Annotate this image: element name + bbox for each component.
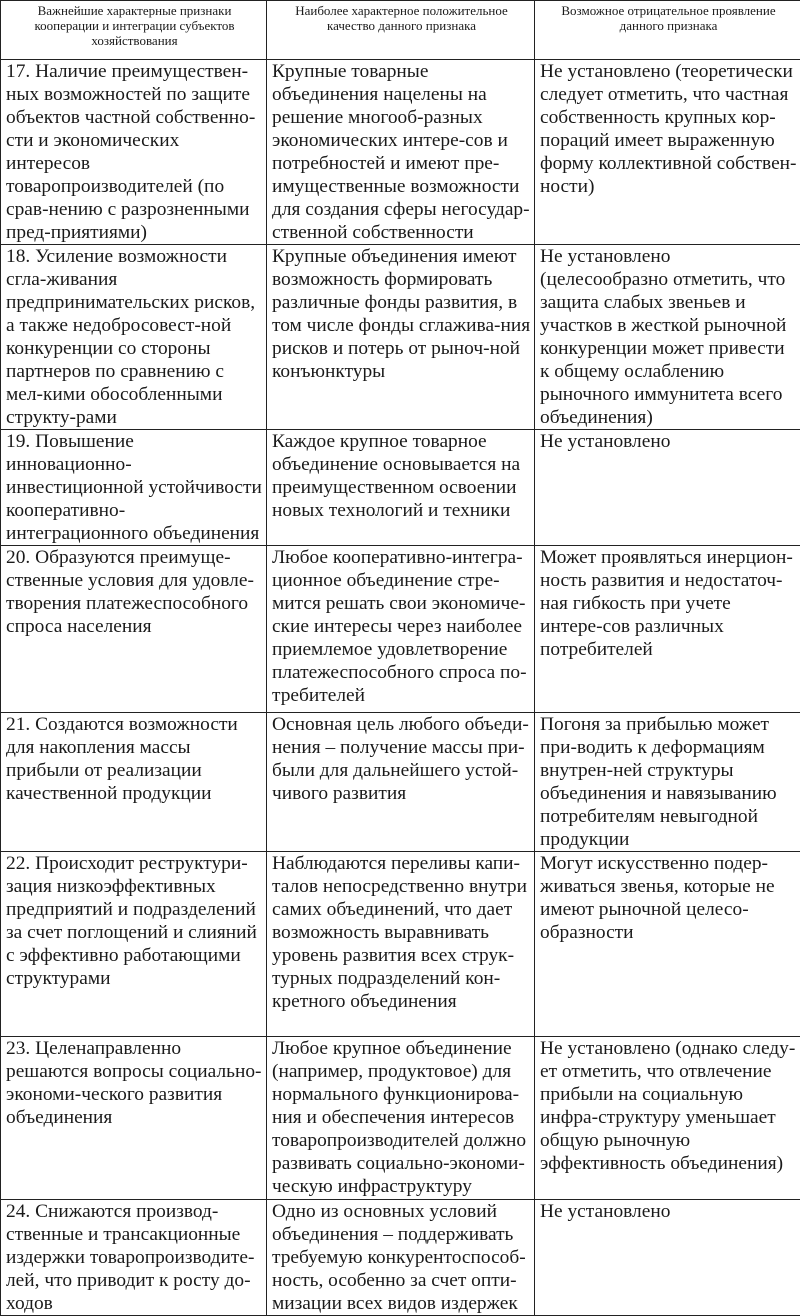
table-row	[1, 430, 800, 546]
feature-cell: 21. Создаются возможности для накопления массы прибыли от реализации качественной продукции	[1, 713, 267, 852]
feature-cell: 23. Целенаправленно решаются вопросы социально-экономи-ческого развития объединения	[1, 1037, 267, 1200]
feature-cell: 22. Происходит реструктури-зация низкоэффективных предприятий и подразделений за счет поглощений и слияний с эффективно работающими структурами	[1, 852, 267, 1037]
table-row	[1, 60, 800, 245]
negative-cell: Не установлено	[535, 430, 800, 546]
negative-cell: Может проявляться инерцион-ность развития и недостаточ-ная гибкость при учете интере-сов различных потребителей	[535, 546, 800, 713]
table-row	[1, 546, 800, 713]
positive-cell: Любое крупное объединение (например, продуктовое) для нормального функционирова-ния и обеспечения интересов товаропроизводителей должно развивать социально-экономи-ческую инфраструктуру	[267, 1037, 535, 1200]
positive-cell: Основная цель любого объеди-нения – получение массы при-были для дальнейшего устой-чивого развития	[267, 713, 535, 852]
positive-cell: Крупные товарные объединения нацелены на решение многооб-разных экономических интере-сов и потребностей и имеют пре-имущественные возможности для создания сферы негосудар-ственной собственности	[267, 60, 535, 245]
negative-cell: Не установлено	[535, 1200, 800, 1316]
feature-cell: 20. Образуются преимуще-ственные условия для удовле-творения платежеспособного спроса населения	[1, 546, 267, 713]
negative-cell: Не установлено (теоретически следует отметить, что частная собственность крупных кор-пораций имеет выраженную форму коллективной собствен-ности)	[535, 60, 800, 245]
header-positive: Наиболее характерное положительное качество данного признака	[267, 1, 535, 60]
positive-cell: Одно из основных условий объединения – поддерживать требуемую конкурентоспособ-ность, особенно за счет опти-мизации всех видов издержек	[267, 1200, 535, 1316]
negative-cell: Могут искусственно подер-живаться звенья, которые не имеют рыночной целесо-образности	[535, 852, 800, 1037]
positive-cell: Наблюдаются переливы капи-талов непосредственно внутри самих объединений, что дает возможность выравнивать уровень развития всех струк-турных подразделений кон-кретного объединения	[267, 852, 535, 1037]
negative-cell: Не установлено (однако следу-ет отметить, что отвлечение прибыли на социальную инфра-структуру уменьшает общую рыночную эффективность объединения)	[535, 1037, 800, 1200]
feature-cell: 17. Наличие преимуществен-ных возможностей по защите объектов частной собственно-сти и экономических интересов товаропроизводителей (по срав-нению с разрозненными пред-приятиями)	[1, 60, 267, 245]
positive-cell: Крупные объединения имеют возможность формировать различные фонды развития, в том числе фонды сглажива-ния рисков и потерь от рыноч-ной конъюнктуры	[267, 245, 535, 430]
negative-cell: Погоня за прибылью может при-водить к деформациям внутрен-ней структуры объединения и навязыванию потребителям невыгодной продукции	[535, 713, 800, 852]
feature-cell: 19. Повышение инновационно-инвестиционной устойчивости кооперативно-интеграционного объединения	[1, 430, 267, 546]
header-row	[1, 1, 800, 60]
header-negative: Возможное отрицательное проявление данного признака	[535, 1, 800, 60]
table-row	[1, 852, 800, 1037]
feature-cell: 24. Снижаются производ-ственные и трансакционные издержки товаропроизводите-лей, что приводит к росту до-ходов	[1, 1200, 267, 1316]
table-row	[1, 713, 800, 852]
positive-cell: Каждое крупное товарное объединение основывается на преимущественном освоении новых технологий и техники	[267, 430, 535, 546]
negative-cell: Не установлено (целесообразно отметить, что защита слабых звеньев и участков в жесткой рыночной конкуренции может привести к общему ослаблению рыночного иммунитета всего объединения)	[535, 245, 800, 430]
table-row	[1, 1200, 800, 1316]
positive-cell: Любое кооперативно-интегра-ционное объединение стре-мится решать свои экономиче-ские интересы через наиболее приемлемое удовлетворение платежеспособного спроса по-требителей	[267, 546, 535, 713]
feature-cell: 18. Усиление возможности сгла-живания предпринимательских рисков, а также недобросовест-ной конкуренции со стороны партнеров по сравнению с мел-кими обособленными структу-рами	[1, 245, 267, 430]
header-feature: Важнейшие характерные признаки кооперации и интеграции субъектов хозяйствования	[1, 1, 267, 60]
table-row	[1, 245, 800, 430]
table-row	[1, 1037, 800, 1200]
